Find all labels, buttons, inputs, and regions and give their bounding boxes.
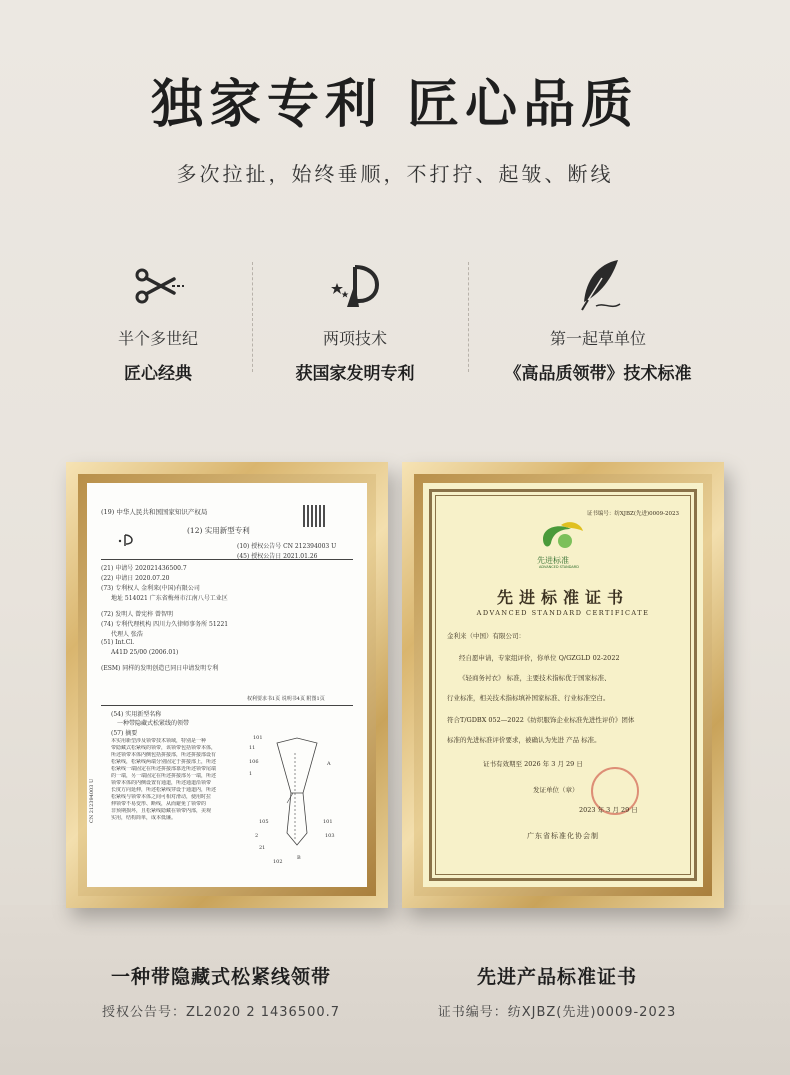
patent-abstract-line: 长度方向延伸，所述松紧线穿设于通道内，所述 xyxy=(111,787,217,793)
patent-figure-label: 102 xyxy=(273,859,283,865)
patent-figure-label: 103 xyxy=(325,833,335,839)
cert-body-line: 行业标准，相关技术指标填补国家标准、行业标准空白。 xyxy=(447,694,610,702)
patent-figure-label: A xyxy=(327,761,331,767)
patent-abstract-line: 伸领带不易变形、断线，从而避免了领带的 xyxy=(111,801,207,807)
feature-standard-line2: 《高品质领带》技术标准 xyxy=(504,364,692,384)
patent-title-value: 一种带隐藏式松紧线的领带 xyxy=(117,720,190,727)
feature-patent-line1: 两项技术 xyxy=(322,329,387,348)
patent-address: 地址 514021 广东省梅州市江南八号工业区 xyxy=(111,595,228,602)
cert-body-line: 《轻商务衬衣》 标准，主要技术指标优于国家标准、 xyxy=(459,674,611,682)
cert-company: 金利来（中国）有限公司： xyxy=(447,632,525,640)
patent-header: (19) 中华人民共和国国家知识产权局 xyxy=(101,508,208,516)
patent-side-code: CN 212394003 U xyxy=(89,778,95,823)
patent-abstract-line: 松紧线一端固定在所述拼接部靠近所述领带尾端 xyxy=(111,766,217,772)
patent-document xyxy=(87,483,367,887)
cert-body-line: 符合T/GDBX 052—2022《纺织服饰企业标准先进性评价》团体 xyxy=(447,716,635,724)
scissors-icon xyxy=(48,256,268,316)
feature-patent-line2: 获国家发明专利 xyxy=(295,364,415,384)
patent-abstract-line: 的一端，另一端固定在所述拼接部另一端，所述 xyxy=(111,773,217,779)
patent-abstract-line: 非预期损坏，且松紧线隐藏在领带内部，美观 xyxy=(111,808,212,814)
patent-inventor: (72) 发明人 曾宪梓 曾智明 xyxy=(101,611,174,618)
patent-abstract-line: 松紧线，松紧线两端分别固定于拼接部上，所述 xyxy=(111,759,217,765)
cert-logo-text: 先进标准 xyxy=(537,556,569,565)
patent-frame xyxy=(66,462,388,908)
patent-abstract-label: (57) 摘要 xyxy=(111,730,138,737)
cert-issuer-label: 发证单位（章） xyxy=(533,786,579,794)
qr-code-icon xyxy=(303,505,325,527)
page-headline: 独家专利 匠心品质 xyxy=(150,75,640,135)
feature-standard-line1: 第一起草单位 xyxy=(549,329,646,348)
patent-abstract-line: 实用，结构简单，成本低廉。 xyxy=(111,815,177,821)
patent-figure-label: 1 xyxy=(249,771,253,777)
feature-heritage-line1: 半个多世纪 xyxy=(117,329,198,348)
patent-intcl-value: A41D 25/00 (2006.01) xyxy=(111,649,179,656)
patent-same-day: (ESM) 同样的发明创造已同日申请发明专利 xyxy=(101,665,219,672)
advanced-standard-logo-icon xyxy=(531,519,591,557)
patent-logo-icon xyxy=(245,256,465,316)
patent-office-logo-icon xyxy=(117,531,133,550)
patent-figure-label: 2 xyxy=(255,833,259,839)
certificate-frame xyxy=(402,462,724,908)
feature-heritage-line2: 匠心经典 xyxy=(124,364,192,384)
patent-footer-right: 权利要求书1页 说明书4页 附图1页 xyxy=(247,696,325,702)
feather-quill-icon xyxy=(488,256,708,316)
patent-figure-label: B xyxy=(297,855,301,861)
caption-patent-title: 一种带隐藏式松紧线领带 xyxy=(110,966,331,988)
cert-validity: 证书有效期至 2026 年 3 月 29 日 xyxy=(483,760,583,768)
divider xyxy=(468,262,469,372)
patent-abstract-line: 松紧线与领带本体之间可相对滑动，使用时拉 xyxy=(111,794,212,800)
certificate-document xyxy=(423,483,703,887)
feature-standard xyxy=(488,256,708,384)
patent-agency: (74) 专利代理机构 四川力久律师事务所 51221 xyxy=(101,621,229,628)
patent-figure-label: 106 xyxy=(249,759,259,765)
cert-body-line: 经自愿申请，专家组评价，你单位 Q/GZGLD 02-2022 xyxy=(459,654,620,662)
cert-bottom-org: 广东省标准化协会制 xyxy=(527,832,599,840)
patent-figure-label: 21 xyxy=(259,845,266,851)
patent-intcl: (51) Int.Cl. xyxy=(101,639,135,646)
patent-abstract-line: 领带本体的内侧设置有通道，所述通道沿领带 xyxy=(111,780,212,786)
patent-app-date: (22) 申请日 2020.07.20 xyxy=(101,575,170,582)
caption-patent xyxy=(60,962,382,1020)
cert-body-line: 标准的先进标准评价要求，被确认为先进 产品 标准。 xyxy=(447,736,601,744)
patent-abstract xyxy=(111,738,241,822)
cert-issue-date: 2023 年 3 月 29 日 xyxy=(579,806,638,814)
patent-type: (12) 实用新型专利 xyxy=(187,526,250,535)
patent-agent: 代理人 张浩 xyxy=(111,631,143,638)
feature-patent xyxy=(245,256,465,384)
feature-heritage xyxy=(48,256,268,384)
patent-abstract-line: 本实用新型涉及领带技术领域，特别是一种 xyxy=(111,738,207,744)
caption-certificate-title: 先进产品标准证书 xyxy=(476,966,637,988)
patent-figure-label: 101 xyxy=(323,819,333,825)
cert-title-en: ADVANCED STANDARD CERTIFICATE xyxy=(476,609,650,617)
patent-title-label: (54) 实用新型名称 xyxy=(111,711,162,718)
page-subline: 多次拉扯，始终垂顺，不打拧、起皱、断线 xyxy=(176,162,614,186)
caption-certificate-sub: 证书编号：纺XJBZ(先进)0009-2023 xyxy=(437,1005,677,1020)
patent-patentee: (73) 专利权人 金利来(中国)有限公司 xyxy=(101,585,200,592)
patent-abstract-line: 带隐藏式松紧线的领带，该领带包括领带本体， xyxy=(111,745,217,751)
patent-figure-label: 105 xyxy=(259,819,269,825)
cert-number: 证书编号：纺XJBZ(先进)0009-2023 xyxy=(586,511,679,517)
caption-certificate xyxy=(396,962,718,1020)
caption-patent-sub: 授权公告号：ZL2020 2 1436500.7 xyxy=(101,1005,341,1020)
cert-title: 先进标准证书 xyxy=(496,588,629,607)
patent-abstract-line: 所述领带本体内侧包括拼接部，所述拼接部设有 xyxy=(111,752,217,758)
patent-grant-no: (10) 授权公告号 CN 212394003 U xyxy=(237,543,337,550)
patent-app-no: (21) 申请号 202021436500.7 xyxy=(101,565,187,572)
patent-figure-label: 11 xyxy=(249,745,256,751)
cert-logo-sub: ADVANCED STANDARD xyxy=(539,565,579,569)
patent-figure-label: 101 xyxy=(253,735,263,741)
patent-grant-date: (45) 授权公告日 2021.01.26 xyxy=(237,553,318,560)
